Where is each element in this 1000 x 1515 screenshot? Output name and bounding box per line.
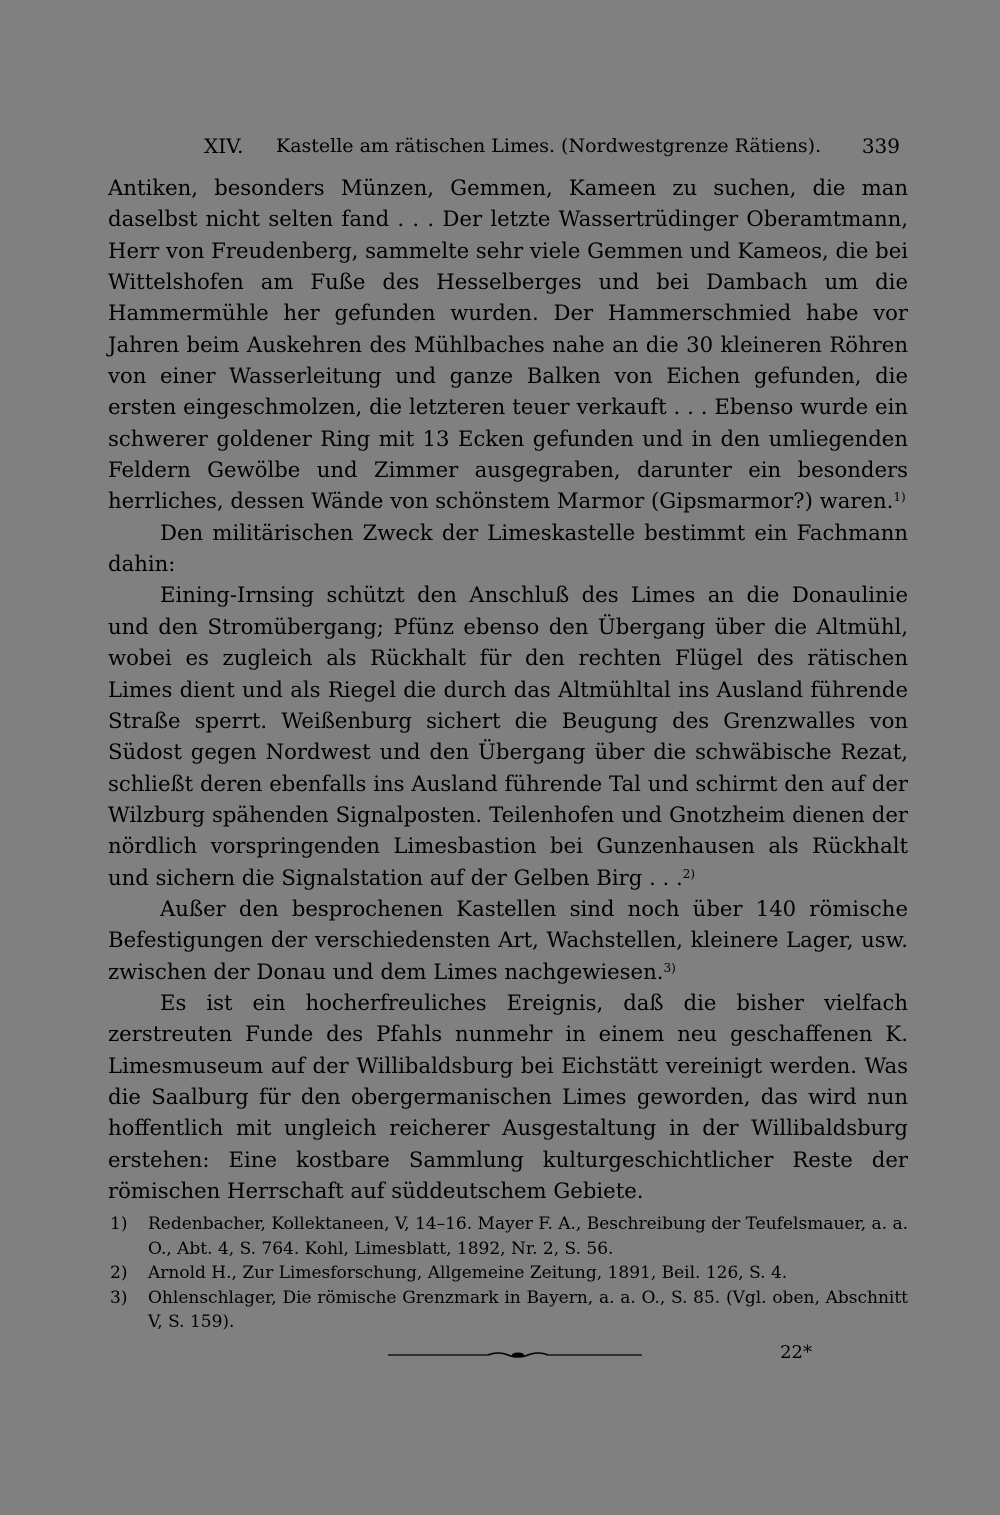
footnote-mark: 3)	[110, 1287, 128, 1308]
footnotes	[108, 1212, 908, 1334]
paragraph: Den militärischen Zweck der Limeskastelle bestimmt ein Fachmann dahin:	[108, 519, 908, 577]
paragraph: Antiken, besonders Münzen, Gemmen, Kameen zu suchen, die man daselbst nicht selten fand . . . Der letzte Wassertrüdinger Oberamtmann, Herr von Freudenberg, sammelte sehr viele Gemmen und Kameos, die bei Wittelshofen am Fuße des Hesselberges und bei Dambach um die Hammermühle her gefunden wurden. Der Hammerschmied habe vor Jahren beim Auskehren des Mühlbaches nahe an die 30 kleineren Röhren von einer Wasserleitung und ganze Balken von Eichen gefunden, die ersten eingeschmolzen, die letzteren teuer verkauft . . . Ebenso wurde ein schwerer goldener Ring mit 13 Ecken gefunden und in den umliegenden Feldern Gewölbe und Zimmer ausgegraben, darunter ein besonders herrliches, dessen Wände von schönstem Marmor (Gipsmarmor?) waren.$^{1)}$	[108, 175, 909, 514]
footnote-ref: 2)	[682, 866, 696, 881]
body-text	[108, 172, 908, 1206]
running-header	[108, 128, 908, 168]
decorative-rule	[388, 1350, 642, 1360]
footnote: 3) Ohlenschlager, Die römische Grenzmark in Bayern, a. a. O., S. 85. (Vgl. oben, Abschnitt V, S. 159).	[110, 1287, 908, 1332]
chapter-number: XIV.	[204, 134, 244, 158]
book-page	[108, 128, 908, 1378]
running-title: Kastelle am rätischen Limes. (Nordwestgrenze Rätiens).	[276, 135, 822, 157]
paragraph-quote: Eining-Irnsing schützt den Anschluß des Limes an die Donaulinie und den Stromübergang; Pfünz ebenso den Übergang über die Altmühl, wobei es zugleich als Rückhalt für den rechten Flügel des rätischen Limes dient und als Riegel die durch das Altmühltal ins Ausland führende Straße sperrt. Weißenburg sichert die Beugung des Grenzwalles von Südost gegen Nordwest und den Übergang über die schwäbische Rezat, schließt deren ebenfalls ins Ausland führende Tal und schirmt den auf der Wilzburg spähenden Signalposten. Teilenhofen und Gnotzheim dienen der nördlich vorspringenden Limesbastion bei Gunzenhausen als Rückhalt und sichern die Signalstation auf der Gelben Birg . . .$^{2)}$	[108, 582, 908, 890]
paragraph: Es ist ein hocherfreuliches Ereignis, daß die bisher vielfach zerstreuten Funde des Pfahls nunmehr in einem neu geschaffenen K. Limesmuseum auf der Willibaldsburg bei Eichstätt vereinigt werden. Was die Saalburg für den obergermanischen Limes geworden, das wird nun hoffentlich mit ungleich reicherer Ausgestaltung in der Willibaldsburg erstehen: Eine kostbare Sammlung kulturgeschichtlicher Reste der römischen Herrschaft auf süddeutschem Gebiete.	[108, 989, 908, 1203]
footnote: 2) Arnold H., Zur Limesforschung, Allgemeine Zeitung, 1891, Beil. 126, S. 4.	[108, 1261, 908, 1285]
page-number: 339	[861, 134, 900, 158]
paragraph: Außer den besprochenen Kastellen sind noch über 140 römische Befestigungen der verschiedensten Art, Wachstellen, kleinere Lager, usw. zwischen der Donau und dem Limes nachgewiesen.$^{3)}$	[108, 895, 908, 984]
footnote-mark: 1)	[110, 1214, 128, 1235]
footnote-ref: 1)	[893, 490, 906, 505]
footnote: 1) Redenbacher, Kollektaneen, V, 14–16. Mayer F. A., Beschreibung der Teufelsmauer, a. a. O., Abt. 4, S. 764. Kohl, Limesblatt, 1892, Nr. 2, S. 56.	[110, 1214, 909, 1259]
page-footer	[108, 1338, 908, 1378]
footnote-ref: 3)	[663, 960, 676, 975]
footnote-mark: 2)	[110, 1263, 128, 1284]
printer-signature: 22*	[780, 1342, 812, 1364]
